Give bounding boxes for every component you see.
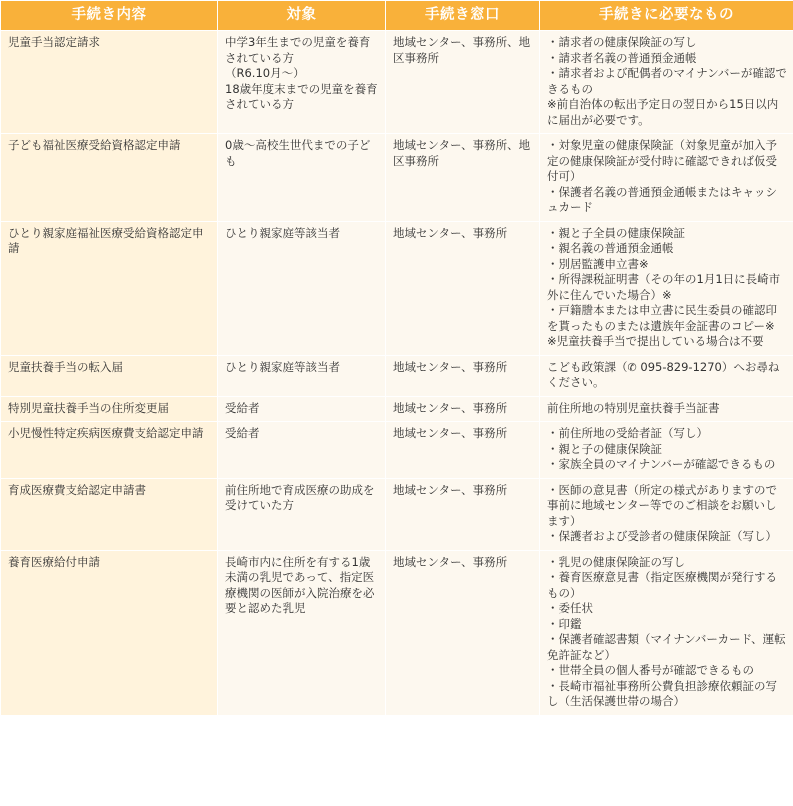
requirements-cell	[540, 31, 793, 134]
requirement-item: ・戸籍謄本または申立書に民生委員の確認印を貰ったものまたは遺族年金証書のコピー※	[547, 303, 777, 333]
window-cell: 地域センター、事務所、地区事務所	[386, 134, 540, 222]
requirement-item: ・親と子全員の健康保険証	[547, 225, 685, 240]
table-row	[1, 134, 793, 222]
requirement-item: ・請求者および配偶者のマイナンバーが確認できるもの	[547, 66, 787, 96]
target-line: ひとり親家庭等該当者	[225, 359, 340, 374]
contact-suffix: ）へお尋ねください。	[547, 359, 780, 389]
requirements-cell	[540, 550, 793, 715]
target-cell	[218, 422, 386, 479]
requirements-cell	[540, 422, 793, 479]
window-cell: 地域センター、事務所	[386, 478, 540, 550]
requirements-cell	[540, 355, 793, 396]
window-cell: 地域センター、事務所	[386, 355, 540, 396]
phone-icon: ✆	[627, 360, 637, 374]
requirement-item: ・所得課税証明書（その年の1月1日に長崎市外に住んでいた場合）※	[547, 272, 781, 302]
table-row	[1, 550, 793, 715]
header-target: 対象	[218, 1, 386, 31]
requirement-item: ・保護者名義の普通預金通帳またはキャッシュカード	[547, 184, 777, 214]
target-line: 0歳～高校生世代までの子ども	[225, 138, 371, 168]
target-line: 前住所地で育成医療の助成を受けていた方	[225, 482, 375, 512]
header-window: 手続き窓口	[386, 1, 540, 31]
requirement-note: ※前自治体の転出予定日の翌日から15日以内に届出が必要です。	[547, 97, 779, 127]
procedure-name: 小児慢性特定疾病医療費支給認定申請	[1, 422, 218, 479]
table-row	[1, 31, 793, 134]
requirement-item: ・医師の意見書（所定の様式がありますので事前に地域センター等でのご相談をお願いします）	[547, 482, 777, 528]
procedure-name: 養育医療給付申請	[1, 550, 218, 715]
requirement-item: ・前住所地の受給者証（写し）	[547, 426, 708, 440]
target-cell	[218, 31, 386, 134]
target-cell	[218, 478, 386, 550]
procedure-name: 児童手当認定請求	[1, 31, 218, 134]
requirement-item: ・保護者および受診者の健康保険証（写し）	[547, 529, 777, 543]
target-line: 中学3年生までの児童を養育されている方	[225, 35, 371, 65]
requirement-item: ・家族全員のマイナンバーが確認できるもの	[547, 457, 776, 471]
requirement-item: ・乳児の健康保険証の写し	[547, 554, 685, 569]
target-line: 長崎市内に住所を有する1歳未満の乳児であって、指定医療機関の医師が入院治療を必要と認めた乳児	[225, 554, 375, 615]
window-cell: 地域センター、事務所	[386, 550, 540, 715]
procedure-name: 育成医療費支給認定申請書	[1, 478, 218, 550]
table-row	[1, 396, 793, 422]
requirement-item: ・請求者名義の普通預金通帳	[547, 50, 697, 65]
target-line: （R6.10月～）	[225, 66, 305, 80]
requirement-item: ・養育医療意見書（指定医療機関が発行するもの）	[547, 570, 777, 600]
header-procedure: 手続き内容	[1, 1, 218, 31]
requirement-item: ・保護者確認書類（マイナンバーカード、運転免許証など）	[547, 632, 786, 662]
target-line: 受給者	[225, 426, 260, 440]
requirement-item: ・請求者の健康保険証の写し	[547, 35, 697, 49]
requirement-item: ・親名義の普通預金通帳	[547, 241, 674, 255]
target-line: 18歳年度末までの児童を養育されている方	[225, 81, 378, 111]
window-cell: 地域センター、事務所	[386, 422, 540, 479]
requirement-item: ・親と子の健康保険証	[547, 441, 662, 456]
requirement-note: ※児童扶養手当で提出している場合は不要	[547, 334, 764, 348]
requirement-item: 前住所地の特別児童扶養手当証書	[547, 400, 720, 415]
requirement-item: ・委任状	[547, 601, 593, 615]
target-cell	[218, 221, 386, 355]
requirements-cell	[540, 221, 793, 355]
requirement-item: ・別居監護申立書※	[547, 256, 649, 271]
requirement-item: ・対象児童の健康保険証（対象児童が加入予定の健康保険証が受付時に確認できれば仮受付可）	[547, 138, 777, 183]
requirements-cell	[540, 134, 793, 222]
window-cell: 地域センター、事務所、地区事務所	[386, 31, 540, 134]
table-row	[1, 355, 793, 396]
requirement-item: ・世帯全員の個人番号が確認できるもの	[547, 663, 754, 677]
target-cell	[218, 134, 386, 222]
procedure-name: ひとり親家庭福祉医療受給資格認定申請	[1, 221, 218, 355]
target-cell	[218, 355, 386, 396]
phone-link[interactable]: 095-829-1270	[640, 359, 722, 374]
table-row	[1, 221, 793, 355]
procedure-name: 児童扶養手当の転入届	[1, 355, 218, 396]
header-requirements: 手続きに必要なもの	[540, 1, 793, 31]
target-cell	[218, 550, 386, 715]
target-line: 受給者	[225, 400, 260, 415]
requirements-cell	[540, 396, 793, 422]
procedure-name: 子ども福祉医療受給資格認定申請	[1, 134, 218, 222]
procedure-name: 特別児童扶養手当の住所変更届	[1, 396, 218, 422]
header-row	[1, 1, 793, 31]
requirement-item: ・印鑑	[547, 616, 582, 631]
window-cell: 地域センター、事務所	[386, 396, 540, 422]
window-cell: 地域センター、事務所	[386, 221, 540, 355]
requirement-item: ・長崎市福祉事務所公費負担診療依頼証の写し（生活保護世帯の場合）	[547, 678, 777, 708]
target-cell	[218, 396, 386, 422]
table-row	[1, 478, 793, 550]
table-row	[1, 422, 793, 479]
contact-prefix: こども政策課（	[547, 359, 628, 374]
target-line: ひとり親家庭等該当者	[225, 225, 340, 240]
requirements-cell	[540, 478, 793, 550]
